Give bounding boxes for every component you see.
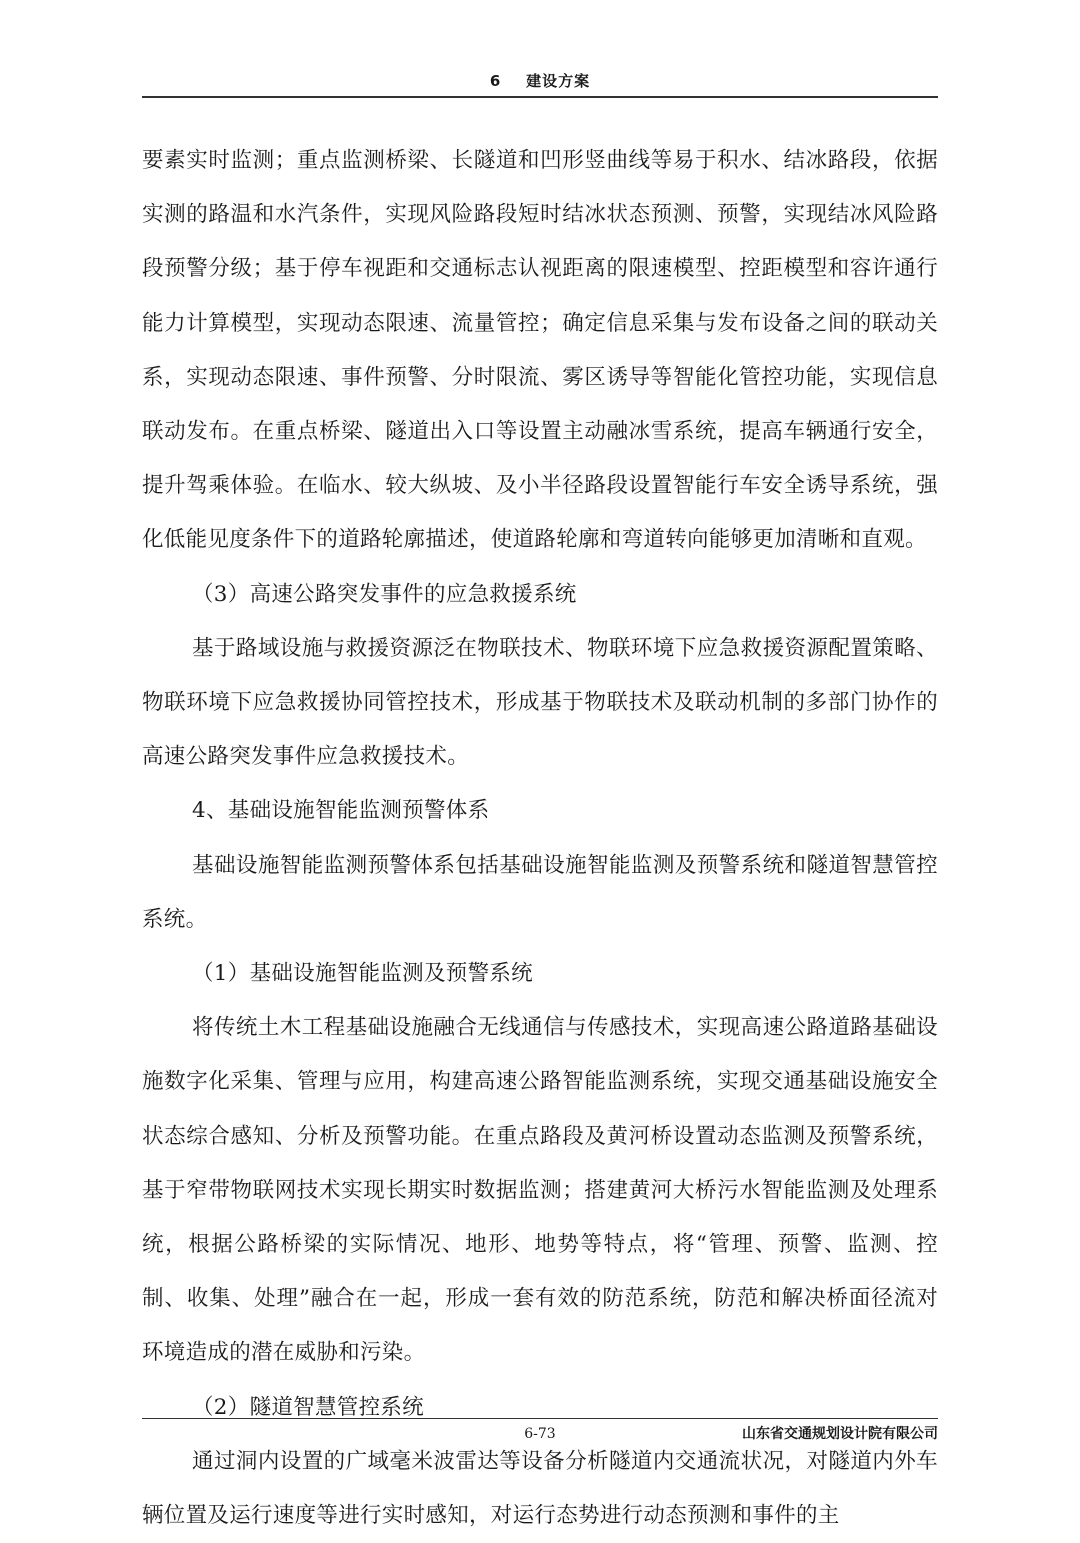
section-heading-infrastructure-monitoring: 4、基础设施智能监测预警体系 (192, 798, 490, 824)
page-footer (142, 1418, 938, 1453)
paragraph-4: 将传统土木工程基础设施融合无线通信与传感技术，实现高速公路道路基础设施数字化采集、管理与应用，构建高速公路智能监测系统，实现交通基础设施安全状态综合感知、分析及预警功能。在重点路段及黄河桥设置动态监测及预警系统，基于窄带物联网技术实现长期实时数据监测；搭建黄河大桥污水智能监测及处理系统，根据公路桥梁的实际情况、地形、地势等特点，将“管理、预警、监测、控制、收集、处理”融合在一起，形成一套有效的防范系统，防范和解决桥面径流对环境造成的潜在威胁和污染。 (142, 1015, 938, 1366)
document-body (142, 134, 938, 1543)
paragraph-2: 基于路域设施与救援资源泛在物联技术、物联环境下应急救援资源配置策略、物联环境下应急救援协同管控技术，形成基于物联技术及联动机制的多部门协作的高速公路突发事件应急救援技术。 (142, 635, 938, 770)
section-heading-emergency-rescue: （3）高速公路突发事件的应急救援系统 (192, 581, 577, 607)
section-heading-monitoring-warning-system: （1）基础设施智能监测及预警系统 (192, 961, 533, 987)
page-number: 6-73 (524, 1426, 556, 1442)
company-name: 山东省交通规划设计院有限公司 (742, 1426, 938, 1442)
paragraph-5: 通过洞内设置的广域毫米波雷达等设备分析隧道内交通流状况，对隧道内外车辆位置及运行速度等进行实时感知，对运行态势进行动态预测和事件的主 (142, 1448, 938, 1529)
chapter-title: 6 建设方案 (489, 72, 591, 90)
page-header (142, 66, 938, 98)
paragraph-3: 基础设施智能监测预警体系包括基础设施智能监测及预警系统和隧道智慧管控系统。 (142, 852, 938, 932)
paragraph-1: 要素实时监测；重点监测桥梁、长隧道和凹形竖曲线等易于积水、结冰路段，依据实测的路温和水汽条件，实现风险路段短时结冰状态预测、预警，实现结冰风险路段预警分级；基于停车视距和交通标志认视距离的限速模型、控距模型和容许通行能力计算模型，实现动态限速、流量管控；确定信息采集与发布设备之间的联动关系，实现动态限速、事件预警、分时限流、雾区诱导等智能化管控功能，实现信息联动发布。在重点桥梁、隧道出入口等设置主动融冰雪系统，提高车辆通行安全，提升驾乘体验。在临水、较大纵坡、及小半径路段设置智能行车安全诱导系统，强化低能见度条件下的道路轮廓描述，使道路轮廓和弯道转向能够更加清晰和直观。 (142, 148, 938, 553)
section-heading-tunnel-control: （2）隧道智慧管控系统 (192, 1394, 424, 1420)
